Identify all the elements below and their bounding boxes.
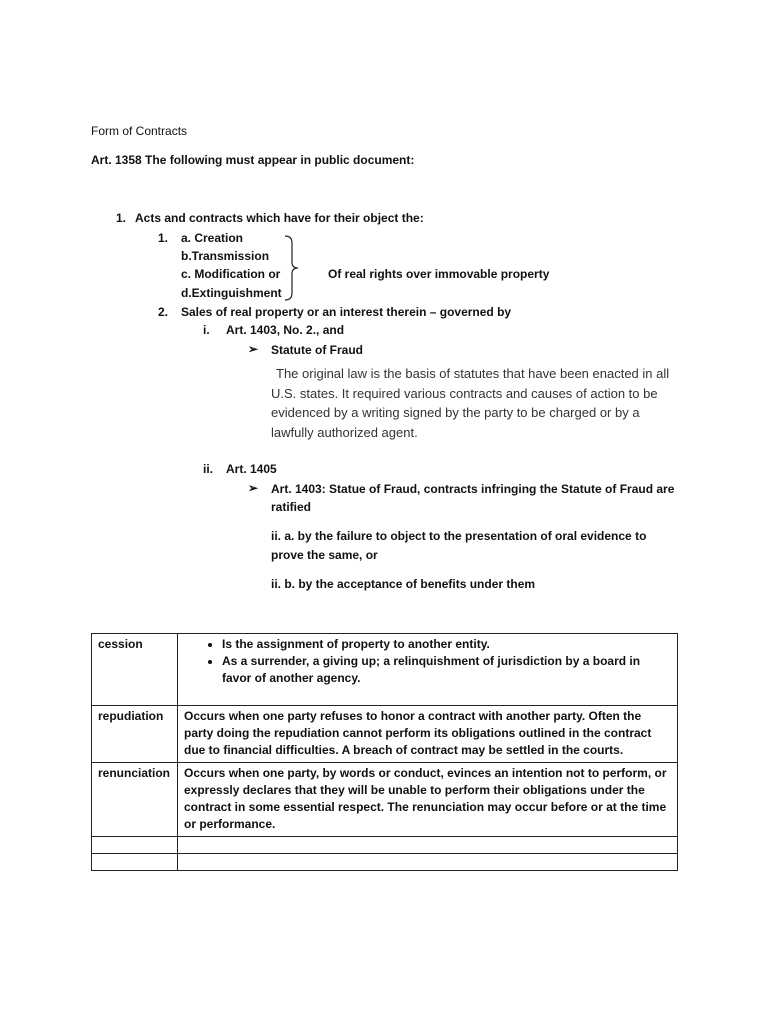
definition-cell [178,837,678,854]
subitem-c-modification: c. Modification or [181,267,281,281]
table-row [92,837,678,854]
table-row [92,854,678,871]
term-cell: repudiation [92,706,178,763]
subitem-1-number: 1. [158,231,169,245]
statute-heading: Statute of Fraud [271,343,363,357]
definition-cell [178,634,678,706]
roman-i-text: Art. 1403, No. 2., and [226,323,345,337]
arrow-bullet-icon: ➢ [248,481,259,495]
roman-ii-number: ii. [203,462,214,476]
term-cell [92,837,178,854]
bullet-list [184,636,671,687]
statute-paragraph: The original law is the basis of statutes that have been enacted in all U.S. states. It required various contracts and causes of action to be evidenced by a writing signed by the party to be charged or by a lawfully authorized agent. [271,366,670,440]
ii-a-line-2: prove the same, or [271,548,378,562]
item-1-number: 1. [116,211,127,225]
definition-cell: Occurs when one party refuses to honor a contract with another party. Often the party doing the repudiation cannot perform its obligations outlined in the contract due to financial difficulties. A breach of contract may be settled in the courts. [178,706,678,763]
art-1403-line-1: Art. 1403: Statue of Fraud, contracts infringing the Statute of Fraud are [271,482,675,496]
arrow-bullet-icon: ➢ [248,342,259,356]
definitions-table [91,633,678,871]
roman-i-number: i. [203,323,210,337]
item-2-number: 2. [158,305,169,319]
term-cell: renunciation [92,763,178,837]
art-1403-line-2: ratified [271,500,312,514]
ii-b-text: ii. b. by the acceptance of benefits under them [271,577,536,591]
list-item: • As a surrender, a giving up; a relinquishment of jurisdiction by a board in favor of another agency. [222,653,671,687]
art-1358-heading: Art. 1358 The following must appear in public document: [91,153,415,167]
page-title: Form of Contracts [91,124,188,138]
table-row [92,706,678,763]
subitem-b-transmission: b.Transmission [181,249,270,263]
definition-cell: Occurs when one party, by words or conduct, evinces an intention not to perform, or expressly declares that they will be unable to perform their obligations under the contract in some essential respect. The renunciation may occur before or at the time or performance. [178,763,678,837]
subitem-a-creation: a. Creation [181,231,244,245]
table-row [92,763,678,837]
brace-note: Of real rights over immovable property [328,267,550,281]
table-row [92,634,678,706]
definition-cell [178,854,678,871]
term-cell: cession [92,634,178,706]
roman-ii-text: Art. 1405 [226,462,277,476]
ii-a-line-1: ii. a. by the failure to object to the presentation of oral evidence to [271,529,647,543]
subitem-d-extinguishment: d.Extinguishment [181,286,282,300]
term-cell [92,854,178,871]
list-item: • Is the assignment of property to another entity. [222,636,671,653]
item-2-text: Sales of real property or an interest therein – governed by [181,305,512,319]
curly-brace [283,235,299,301]
item-1-text: Acts and contracts which have for their object the: [135,211,424,225]
